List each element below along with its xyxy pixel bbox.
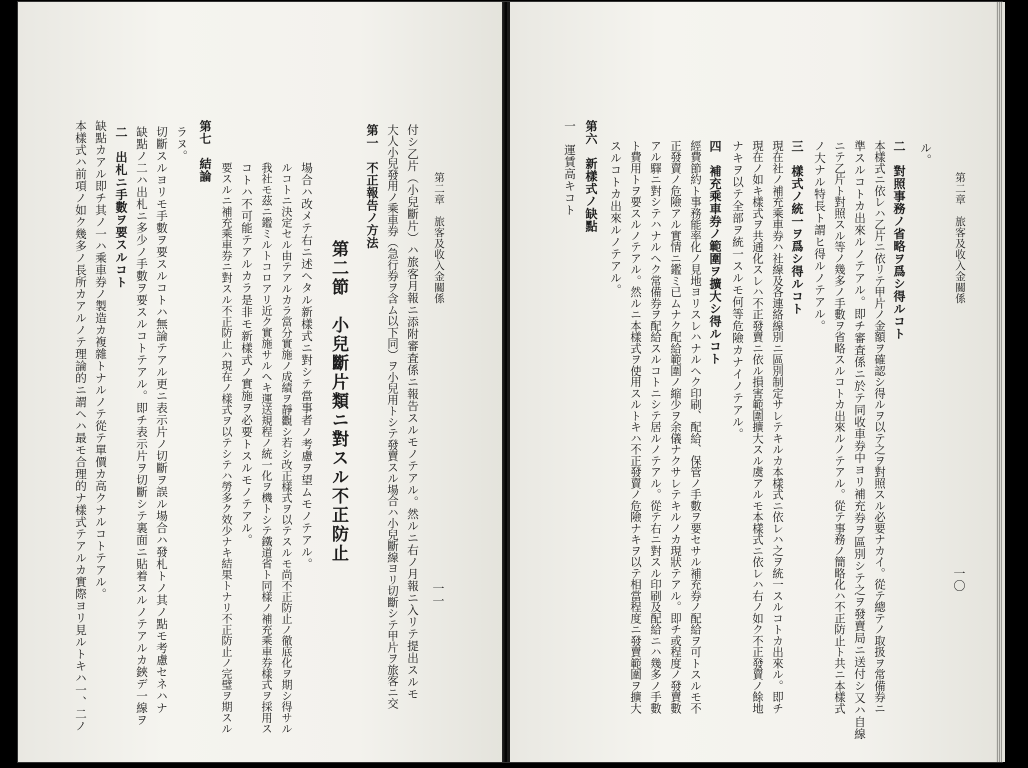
left-page-number: 一一: [431, 582, 445, 607]
page-edge: [996, 2, 1002, 762]
left-line-13: 場合ハ改メテ右ニ述ヘタル新樣式ニ對シテ當事者ノ考慮ヲ望ムモノテアル。: [300, 162, 314, 570]
right-line-13: 正發賣ノ危險アル實情ニ鑑ミ已ムナク配給範圍ノ縮少ヲ余儀ナクサレテキルノカ現狀テアル。即チ或程度ノ發賣數: [669, 140, 682, 714]
left-page-header: 第二章 旅客及收入金關係: [433, 172, 445, 304]
right-heading-2: 二 對照事務ノ省略ヲ爲シ得ルコト: [892, 140, 906, 340]
left-line-7: ラヌ。: [175, 126, 189, 162]
right-heading-drawbacks: 第六 新樣式ノ缺點: [584, 120, 598, 233]
left-section-title: 第二節 小兒斷片類ニ對スル不正防止: [328, 240, 348, 563]
right-line-18: 一 運賃高キコト: [563, 120, 577, 216]
left-page: [18, 2, 507, 762]
right-line-12: 經費節約ト事務能率化ノ見地ヨリスレハナルヘク印刷、配給、保管ノ手數ヲ要セサル補充券ノ配給ヲ可トスルモ不: [689, 140, 702, 714]
left-heading-2: 二 出札ニ手數ヲ要スルコト: [114, 126, 128, 289]
right-line-1: ル。: [919, 142, 933, 166]
right-line-15: ト費用トヲ要スルノテアル。然ルニ本樣式ヲ使用スルトキハ不正發賣ノ危險ナキヲ以テ相當程度ニ發賣範圍ヲ擴大: [629, 140, 642, 714]
left-line-16: 大人小兒發用ノ乘車券（急行券ヲ含ム以下同）ヲ小兒用トシテ發賣スル場合ハ小兒斷線ヨリ切斷シテ甲片ヲ旅客ニ交: [386, 124, 399, 709]
right-page: [507, 2, 1005, 762]
book-spread: [18, 2, 1002, 762]
left-line-12: ルコトニ決定セル由テアルカラ當分實施ノ成績ヲ靜觀シ若シ改正樣式ヲ以テスルモ尚不正防止ノ徹底化ヲ期シ得サル: [280, 162, 293, 734]
left-line-5: 缺點ノ二ハ出札ニ多少ノ手數ヲ要スルコトテアル。即チ表示片ヲ切斷シテ裏面ニ貼着スルノテアルカ鋏デ一線ヲ: [135, 126, 149, 726]
right-line-16: スルコトカ出來ルノテアル。: [609, 140, 623, 296]
right-line-5: ニテ乙片ト對照スル等ノ幾多ノ手數ヲ省略スルコトカ出來ルノテアル。從テ事務ノ簡略化ハ不正防止ト共ニ本樣式: [833, 140, 846, 714]
left-line-3: 缺點カアル即チ其ノ一ハ乘車券ノ製造カ複雜トナルノテ從テ單價カ高クナルコトテアル。: [94, 120, 108, 600]
right-heading-4: 四 補充乘車券ノ範圍ヲ擴大シ得ルコト: [708, 140, 722, 365]
right-line-9: 現在ノ如キ樣式ヲ共通化スレハ不正發賣ニ依ル損害範圍擴大スル虞アルモ本樣式ニ依レハ右ノ如ク不正發賣ノ餘地: [751, 140, 764, 714]
right-heading-3: 三 樣式ノ統一ヲ爲シ得ルコト: [790, 140, 804, 315]
left-heading-report: 第一 不正報告ノ方法: [365, 124, 379, 249]
left-line-9: 要スルニ補充乘車券ニ對スル不正防止ハ現在ノ樣式ヲ以テシテハ勞多ク效少ナキ結果トナリ不正防止ノ完璧ヲ期スル: [220, 162, 233, 734]
left-heading-conclusion: 第七 結論: [198, 120, 212, 183]
right-line-8: 現在社ノ補充乘車券ハ社線及各連絡線別ニ區別制定サレテキルカ本樣式ニ依レハ之ヲ統一スルコトカ出來ル。即チ: [771, 140, 784, 714]
right-page-number: 一〇: [952, 567, 966, 592]
right-page-header: 第二章 旅客及收入金關係: [954, 172, 966, 304]
left-line-17: 付シ乙片（小兒斷片）ハ旅客月報ニ添附審査係ニ報告スルモノテアル。然ルニ右ノ月報ニ入リテ提出スルモ: [406, 124, 420, 700]
right-line-3: 本樣式ニ依レハ乙片ニ依リテ甲片ノ金額ヲ確認シ得ルヲ以テ之ヲ對照スル必要ナカイ。從テ總テノ取扱ヲ常備券ニ: [873, 140, 886, 714]
right-line-4: 準スルコトカ出來ルノテアル。即チ審査係ニ於テ同收車券中ヨリ補充券ヲ區別シテ之ヲ發賣局ニ送付シ又ハ自線: [853, 140, 867, 740]
left-line-6: 切斷スルヨリモ手數ヲ要スルコトハ無論テアル更ニ表示片ノ切斷ヲ誤ル場合ハ發札トノ其ノ點モ考慮セネハナ: [155, 126, 169, 714]
right-line-6: ノ大ナル特長ト謂ヒ得ルノテアル。: [813, 140, 827, 332]
left-line-2: 本樣式ハ前項ノ如ク幾多ノ長所カアルノテ理論的ニ謂ヘハ最モ合理的ナ樣式テアルカ實際ヨリ見ルトキハ一、二ノ: [74, 120, 88, 732]
right-line-10: ナキヲ以テ全部ヲ統一スルモ何等危險カナイノテアル。: [731, 140, 745, 440]
left-line-11: 我社モ茲ニ鑑ミルトコロアリ近ク實施サルヘキ運送規程ノ統一化ヲ機トシテ鐵道省ト同樣ノ補充乘車券樣式ヲ採用ス: [260, 162, 273, 734]
left-line-10: コトハ不可能テアルカラ是非モ新樣式ノ實施ヲ必要トスルモノテアル。: [240, 162, 254, 546]
right-line-14: アル驛ニ對シテハナルヘク常備券ヲ配給スルコトニシテ居ルノテアル。從テ右ニ對スル印刷及配給ニハ幾多ノ手數: [649, 140, 662, 714]
